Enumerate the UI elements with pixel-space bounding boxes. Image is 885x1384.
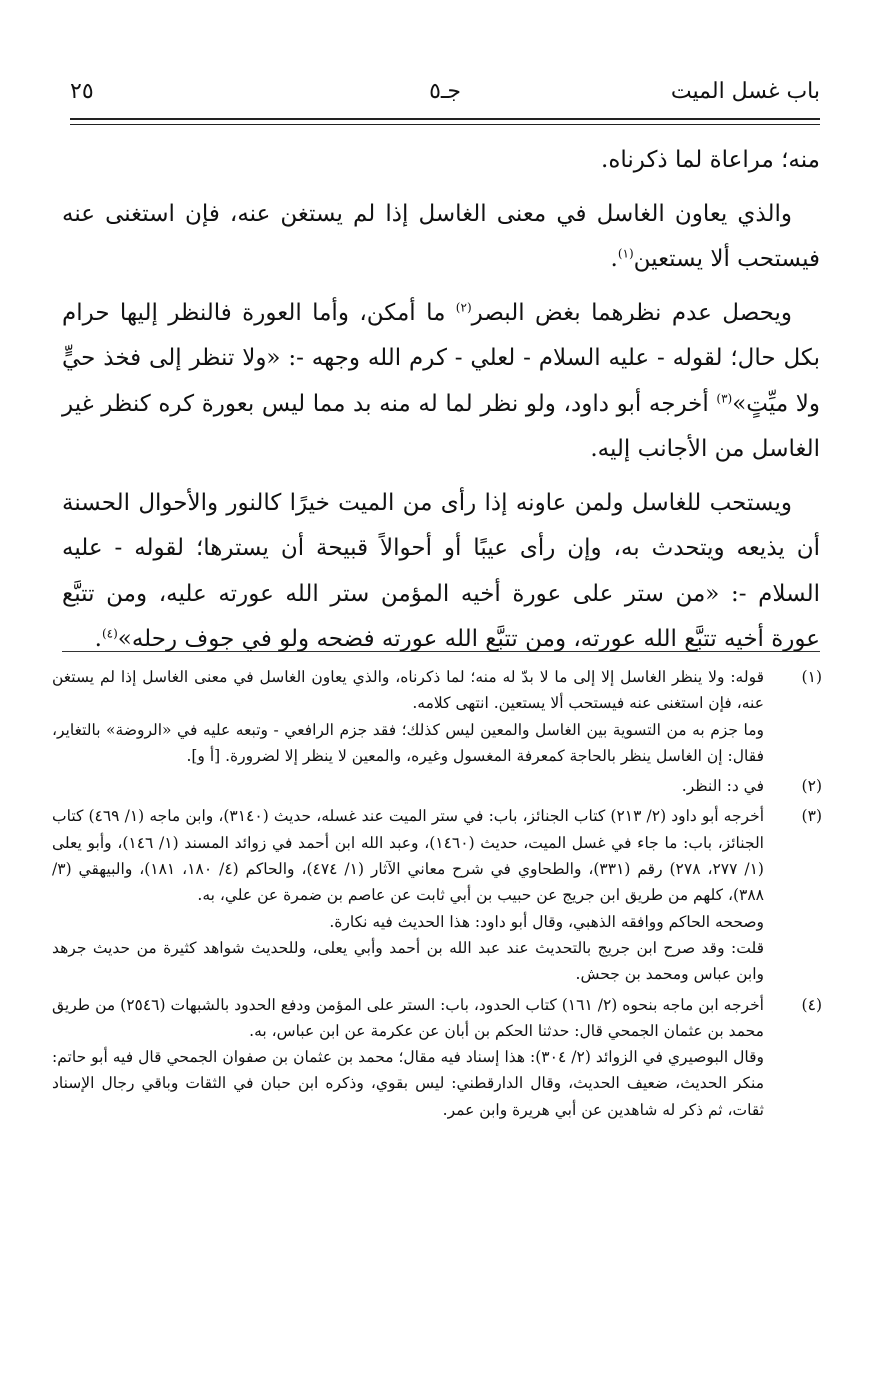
footnote-number: (٣) bbox=[801, 807, 822, 826]
footnote-number: (٤) bbox=[801, 995, 822, 1014]
footnote-4 bbox=[52, 992, 822, 1123]
header-rule-thick bbox=[70, 118, 820, 120]
paragraph-4: ويستحب للغاسل ولمن عاونه إذا رأى من الميت خيرًا كالنور والأحوال الحسنة أن يذيعه ويتحدث به، وإن رأى عيبًا أو أحوالاً قبيحة أن يسترها؛ لقوله - عليه السلام -: «من ستر على عورة أخيه المؤمن ستر الله عورته عليه، ومن تتبَّع عورة أخيه تتبَّع الله عورته، ومن تتبَّع الله عورته فضحه ولو في جوف رحله»$^{(٤)}$. bbox=[62, 489, 820, 652]
chapter-title: باب غسل الميت bbox=[670, 79, 820, 104]
footnote-text: أخرجه أبو داود (٢/ ٢١٣) كتاب الجنائز، باب: في ستر الميت عند غسله، حديث (٣١٤٠)، وابن ماجه (١/ ٤٦٩) كتاب الجنائز، باب: ما جاء في غسل الميت، حديث (١٤٦٠)، وعبد الله ابن أحمد في زوائد المسند (١/ ١٤٦)، وأبو يعلى (١/ ٢٧٧، ٢٧٨) رقم (٣٣١)، والطحاوي في شرح معاني الآثار (١/ ٤٧٤)، والحاكم (٤/ ١٨٠، ١٨١)، والبيهقي (٣/ ٣٨٨)، كلهم من طريق ابن جريج عن حبيب بن أبي ثابت عن عاصم بن ضمرة عن علي، به. bbox=[52, 807, 764, 905]
footnote-text: قلت: وقد صرح ابن جريج بالتحديث عند عبد الله بن أحمد وأبي يعلى، وللحديث شواهد كثيرة من حديث جرهد وابن عباس ومحمد بن جحش. bbox=[52, 938, 764, 984]
footnote-ref-3[interactable]: (٣) bbox=[716, 390, 733, 405]
footnote-text: أخرجه ابن ماجه بنحوه (٢/ ١٦١) كتاب الحدود، باب: الستر على المؤمن ودفع الحدود بالشبهات (٢٥٤٦) من طريق محمد بن عثمان الجمحي قال: حدثنا الحكم بن أبان عن عكرمة عن ابن عباس، به. bbox=[52, 995, 764, 1040]
footnote-text: في د: النظر. bbox=[681, 777, 764, 796]
main-text bbox=[62, 138, 820, 671]
running-header bbox=[70, 72, 820, 112]
footnote-text: قوله: ولا ينظر الغاسل إلا إلى ما لا بدّ له منه؛ لما ذكرناه، والذي يعاون الغاسل في معنى الغاسل إذا لم يستغن عنه، فإن استغنى عنه فيستحب ألا يستعين. انتهى كلامه. bbox=[52, 668, 764, 713]
page-number: ٢٥ bbox=[70, 79, 94, 104]
footnote-text: وصححه الحاكم ووافقه الذهبي، وقال أبو داود: هذا الحديث فيه نكارة. bbox=[329, 912, 764, 931]
footnote-text: وما جزم به من التسوية بين الغاسل والمعين ليس كذلك؛ فقد جزم الرافعي - وتبعه عليه في «الروضة» بالتغاير، فقال: إن الغاسل ينظر بالحاجة كمعرفة المغسول وغيره، والمعين لا ينظر إلا لضرورة. [أ و]. bbox=[52, 720, 764, 765]
footnote-number: (٢) bbox=[801, 777, 822, 796]
footnote-text: وقال البوصيري في الزوائد (٢/ ٣٠٤): هذا إسناد فيه مقال؛ محمد بن عثمان بن صفوان الجمحي قال فيه أبو حاتم: منكر الحديث، ضعيف الحديث، وقال الدارقطني: ليس بقوي، وذكره ابن حبان في الثقات وباقي رجال الإسناد ثقات، ثم ذكر له شاهدين عن أبي هريرة وابن عمر. bbox=[52, 1048, 764, 1119]
footnote-ref-2[interactable]: (٢) bbox=[455, 299, 472, 314]
footnote-2 bbox=[52, 773, 822, 799]
footnote-1 bbox=[52, 664, 822, 769]
volume-label: جـ٥ bbox=[429, 79, 461, 104]
paragraph-1: منه؛ مراعاة لما ذكرناه. bbox=[601, 147, 820, 173]
paragraph-2: والذي يعاون الغاسل في معنى الغاسل إذا لم يستغن عنه، فإن استغنى عنه فيستحب ألا يستعين$^{(١)}$. bbox=[62, 200, 820, 272]
paragraph-3: ويحصل عدم نظرهما بغض البصر$^{(٢)}$ ما أمكن، وأما العورة فالنظر إليها حرام بكل حال؛ لقوله - عليه السلام - لعلي - كرم الله وجهه -: «ولا تنظر إلى فخذ حيٍّ ولا ميِّتٍ»$^{(٣)}$ أخرجه أبو داود، ولو نظر لما له منه بد مما ليس بعورة كره كنظر غير الغاسل من الأجانب إليه. bbox=[62, 299, 820, 462]
footnote-ref-4[interactable]: (٤) bbox=[101, 626, 118, 641]
footnotes bbox=[52, 664, 822, 1127]
footnote-number: (١) bbox=[801, 668, 822, 686]
footnote-3 bbox=[52, 803, 822, 987]
header-rule-thin bbox=[70, 124, 820, 125]
footnote-separator bbox=[62, 651, 820, 652]
footnote-ref-1[interactable]: (١) bbox=[617, 246, 634, 261]
